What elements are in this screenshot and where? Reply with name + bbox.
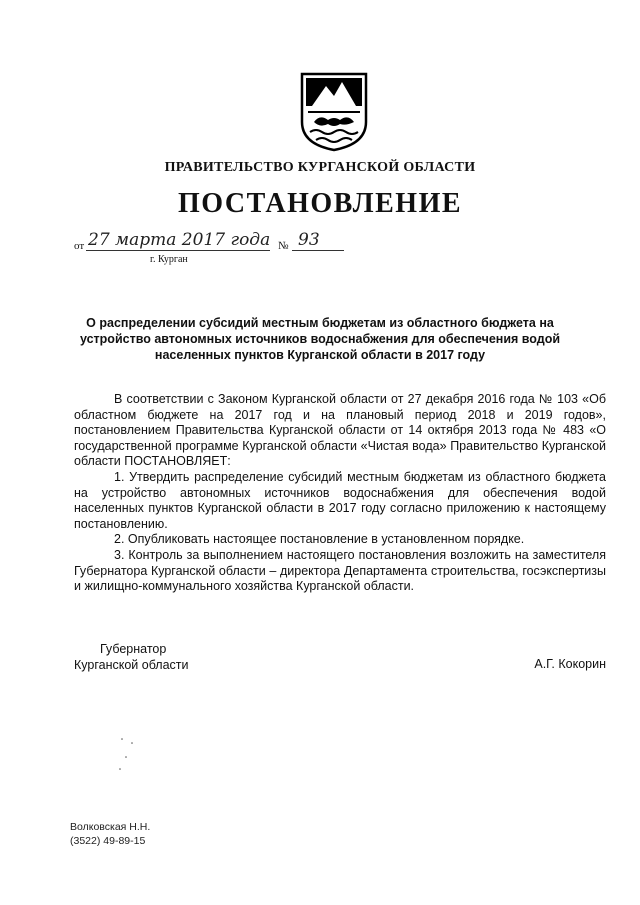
date-underline (86, 250, 270, 251)
signatory-name: А.Г. Кокорин (534, 657, 606, 671)
signatory-title-line1: Губернатор (100, 642, 167, 656)
scan-marks (118, 735, 138, 775)
executor-name: Волковская Н.Н. (70, 821, 151, 833)
item-1-paragraph: 1. Утвердить распределение субсидий местным бюджетам из областного бюджета на устройство автономных источников водоснабжения для обеспечения водой населенных пунктов Курганской области в 2017 году согласно приложению к настоящему постановлению. (74, 469, 606, 531)
document-subject: О распределении субсидий местным бюджетам из областного бюджета на устройство автономных источников водоснабжения для обеспечения водой населенных пунктов Курганской области в 2017 году (79, 316, 561, 362)
signatory-title-line2: Курганской области (74, 658, 189, 672)
signatory-title (74, 641, 189, 673)
handwritten-date: 27 марта 2017 года (88, 230, 271, 250)
coat-of-arms-icon (298, 70, 370, 152)
handwritten-number: 93 (298, 230, 320, 250)
preamble-paragraph: В соответствии с Законом Курганской области от 27 декабря 2016 года № 103 «Об областном бюджете на 2017 год и на плановый период 2018 и 2019 годов», постановлением Правительства Курганской области от 14 октября 2013 года № 483 «О государственной программе Курганской области «Чистая вода» Правительство Курганской области ПОСТАНОВЛЯЕТ: (74, 392, 606, 469)
item-3-paragraph: 3. Контроль за выполнением настоящего постановления возложить на заместителя Губернатора Курганской области – директора Департамента строительства, госэкспертизы и жилищно-коммунального хозяйства Курганской области. (74, 547, 606, 594)
date-number-line (74, 230, 354, 270)
executor-block (70, 820, 150, 848)
item-2-paragraph: 2. Опубликовать настоящее постановление в установленном порядке. (114, 532, 525, 547)
date-from-label: от (74, 240, 85, 252)
city-label: г. Курган (150, 254, 188, 265)
document-body (74, 392, 606, 595)
number-underline (292, 250, 344, 251)
executor-phone: (3522) 49-89-15 (70, 835, 146, 847)
number-label: № (278, 240, 289, 252)
document-type-title: ПОСТАНОВЛЕНИЕ (177, 188, 463, 219)
government-name: ПРАВИТЕЛЬСТВО КУРГАНСКОЙ ОБЛАСТИ (164, 160, 476, 175)
